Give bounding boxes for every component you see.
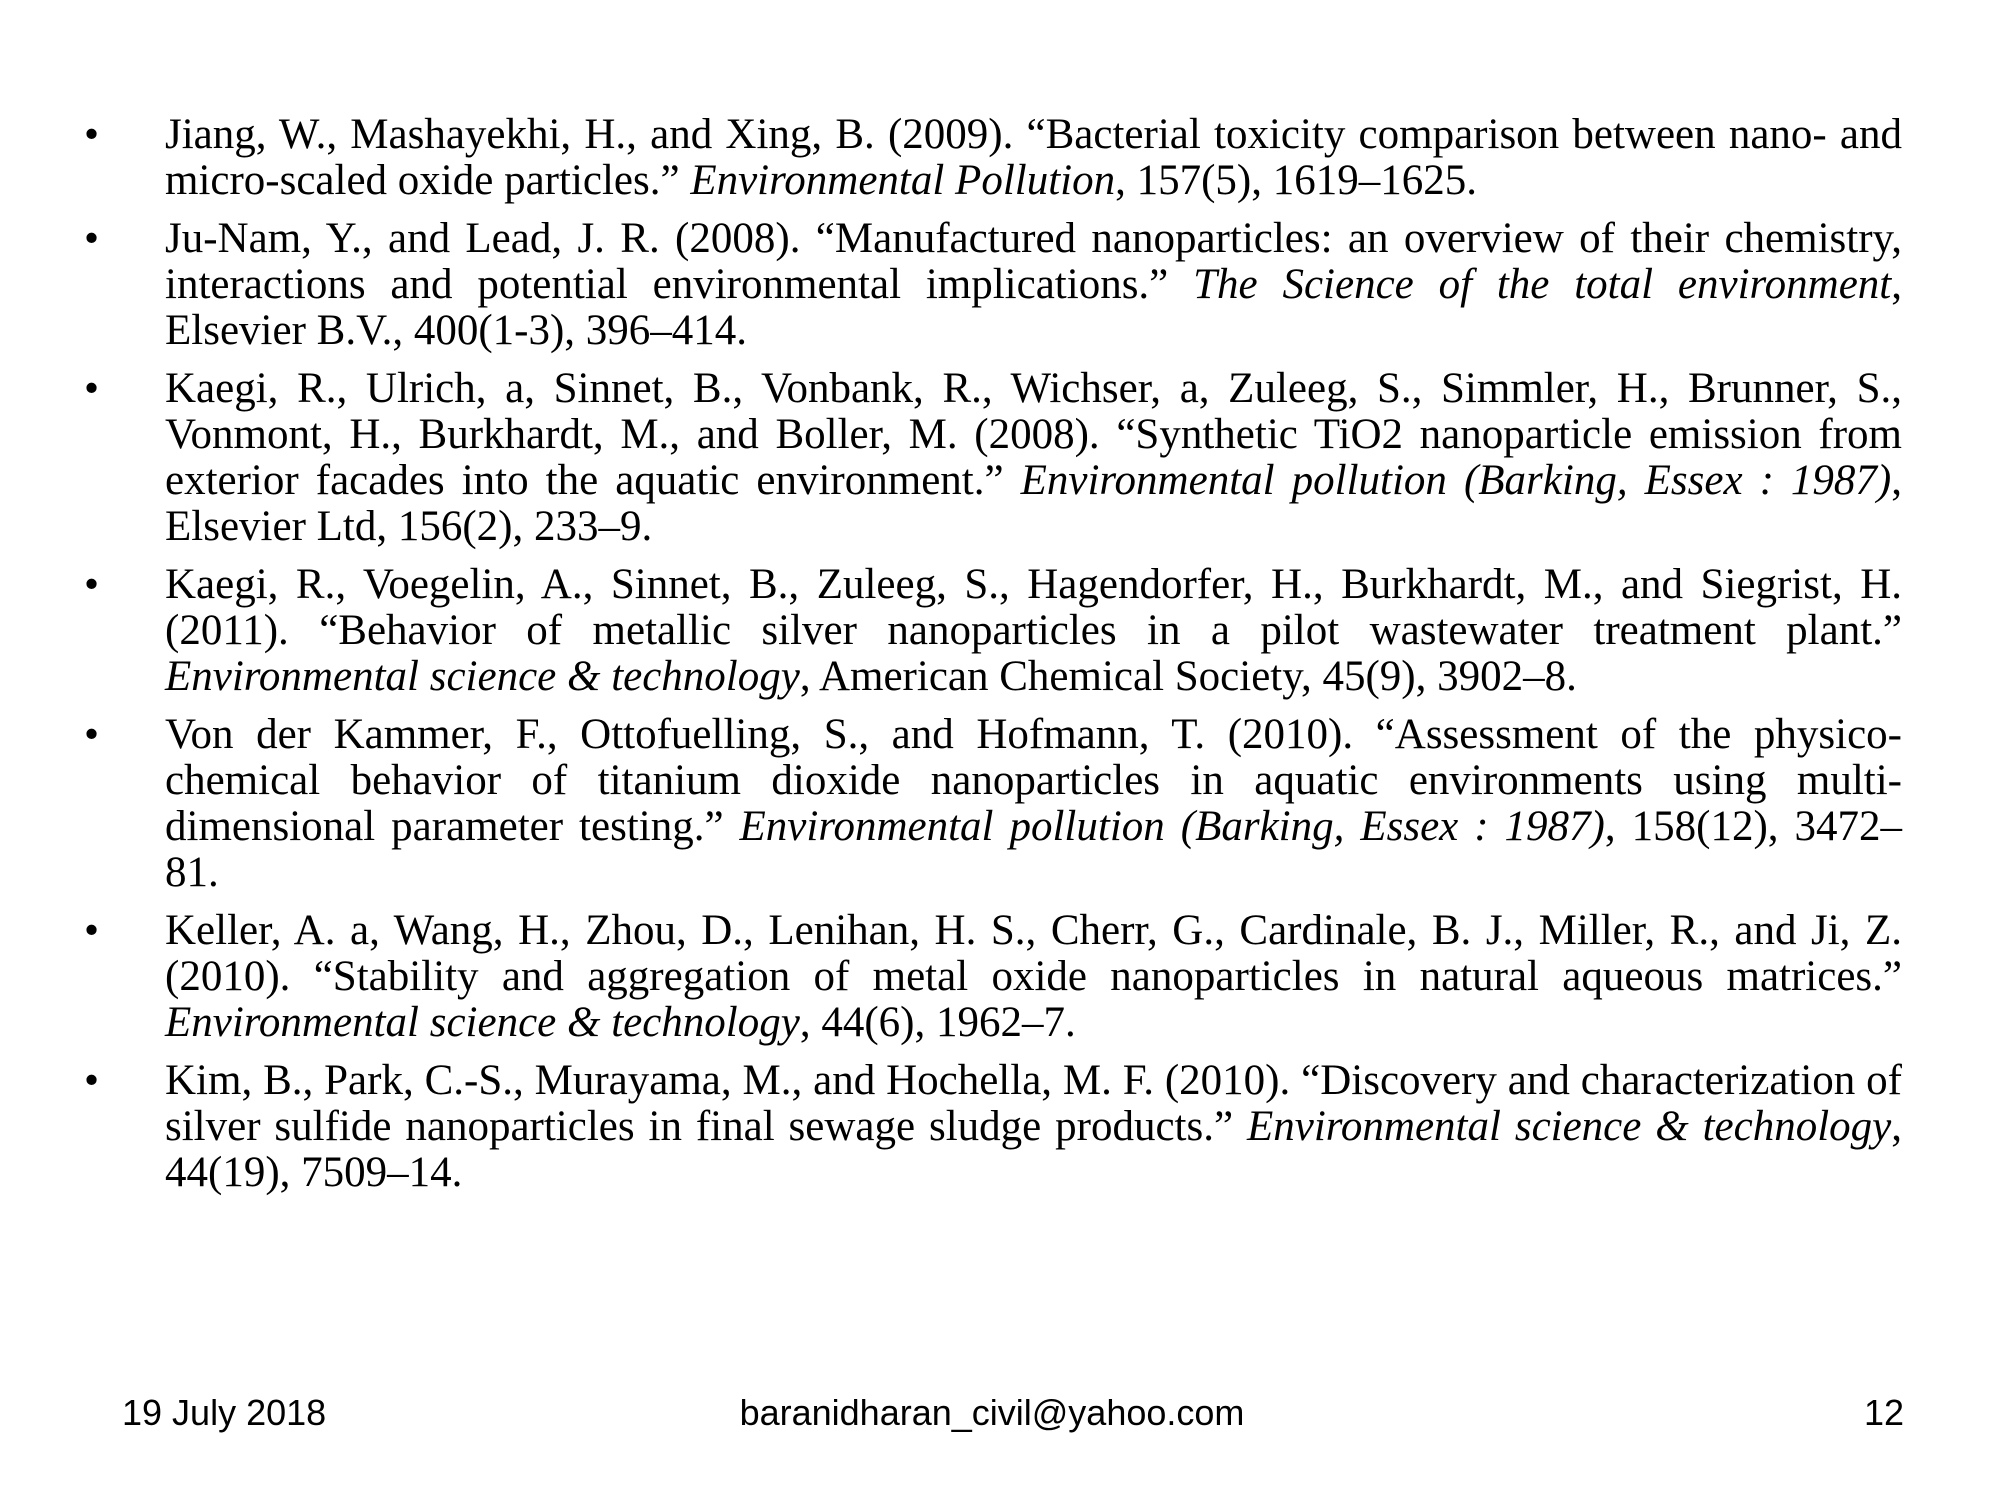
reference-journal: Environmental pollution (Barking, Essex : 1987) — [739, 803, 1605, 850]
reference-item — [80, 562, 1902, 700]
reference-journal: Environmental science & technology — [165, 653, 800, 700]
reference-details: , 158(12), 3472–81. — [165, 803, 1903, 896]
reference-details: , 44(19), 7509–14. — [165, 1103, 1902, 1196]
reference-list — [80, 112, 1902, 1208]
bullet: • — [84, 215, 100, 262]
reference-details: , Elsevier Ltd, 156(2), 233–9. — [165, 457, 1903, 550]
reference-journal: The Science of the total environment — [1193, 261, 1892, 308]
reference-item — [80, 216, 1902, 354]
bullet: • — [84, 711, 100, 758]
bullet: • — [84, 111, 100, 158]
reference-item — [80, 712, 1902, 896]
reference-journal: Environmental science & technology — [1246, 1103, 1892, 1150]
bullet: • — [84, 907, 100, 954]
reference-text: Jiang, W., Mashayekhi, H., and Xing, B. (2009). “Bacterial toxicity comparison between nano- and micro-scaled oxide particles.” — [165, 111, 1902, 204]
reference-text: Kim, B., Park, C.-S., Murayama, M., and Hochella, M. F. (2010). “Discovery and characterization of silver sulfide nanoparticles in final sewage sludge products.” — [165, 1057, 1902, 1150]
reference-item — [80, 1058, 1902, 1196]
reference-journal: Environmental Pollution — [690, 157, 1116, 204]
reference-item — [80, 112, 1902, 204]
reference-journal: Environmental pollution (Barking, Essex : 1987) — [1020, 457, 1892, 504]
reference-text: Keller, A. a, Wang, H., Zhou, D., Lenihan, H. S., Cherr, G., Cardinale, B. J., Miller, R., and Ji, Z. (2010). “Stability and aggregation of metal oxide nanoparticles in natural aqueous matrices.” — [165, 907, 1902, 1000]
bullet: • — [84, 365, 100, 412]
bullet: • — [84, 1057, 100, 1104]
page-number: 12 — [1863, 1392, 1904, 1433]
reference-item — [80, 366, 1902, 550]
bullet: • — [84, 561, 100, 608]
reference-text: Von der Kammer, F., Ottofuelling, S., and Hofmann, T. (2010). “Assessment of the physico-chemical behavior of titanium dioxide nanoparticles in aquatic environments using multi-dimensional parameter testing.” — [165, 711, 1902, 850]
reference-details: , Elsevier B.V., 400(1-3), 396–414. — [165, 261, 1902, 354]
reference-text: Ju-Nam, Y., and Lead, J. R. (2008). “Manufactured nanoparticles: an overview of their chemistry, interactions and potential environmental implications.” — [165, 215, 1902, 308]
footer-email: baranidharan_civil@yahoo.com — [739, 1392, 1245, 1433]
reference-text: Kaegi, R., Voegelin, A., Sinnet, B., Zuleeg, S., Hagendorfer, H., Burkhardt, M., and Siegrist, H. (2011). “Behavior of metallic silver nanoparticles in a pilot wastewater treatment plant.” — [165, 561, 1902, 654]
footer-date: 19 July 2018 — [122, 1392, 327, 1433]
reference-details: , 157(5), 1619–1625. — [1115, 157, 1477, 204]
reference-item — [80, 908, 1902, 1046]
reference-text: Kaegi, R., Ulrich, a, Sinnet, B., Vonbank, R., Wichser, a, Zuleeg, S., Simmler, H., Brunner, S., Vonmont, H., Burkhardt, M., and Boller, M. (2008). “Synthetic TiO2 nanoparticle emission from exterior facades into the aquatic environment.” — [165, 365, 1902, 504]
reference-details: , American Chemical Society, 45(9), 3902–8. — [799, 653, 1577, 700]
reference-details: , 44(6), 1962–7. — [799, 999, 1076, 1046]
reference-journal: Environmental science & technology — [165, 999, 800, 1046]
